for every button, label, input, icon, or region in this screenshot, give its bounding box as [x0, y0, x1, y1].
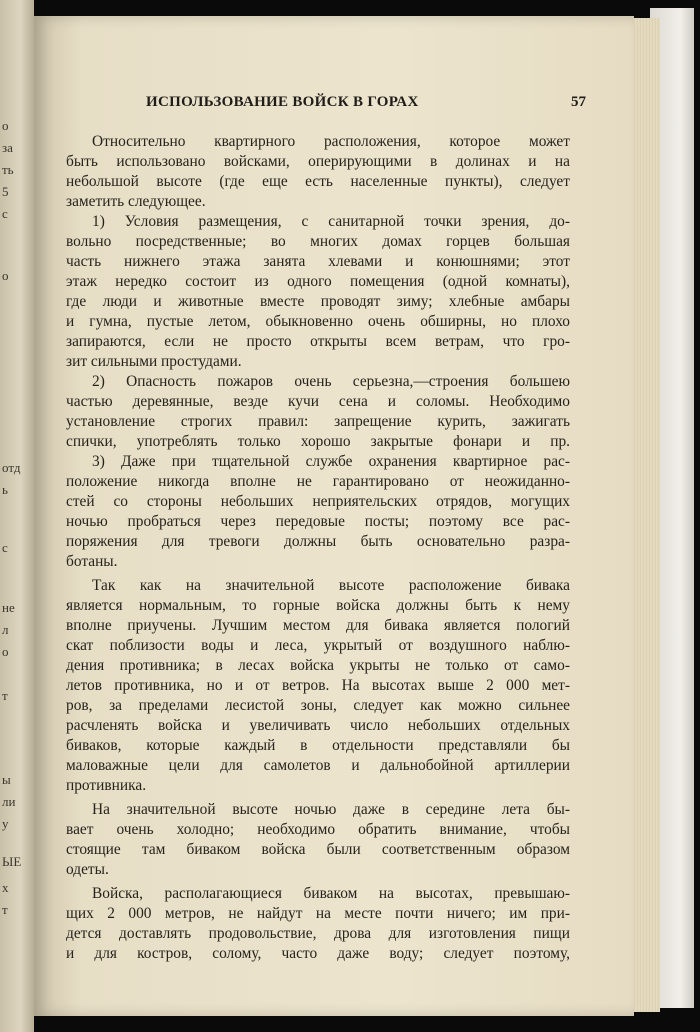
prev-page-fragment: за: [2, 140, 13, 155]
prev-page-fragment: о: [2, 118, 9, 133]
text-line: является нормальным, то горные войска должны быть к нему: [66, 597, 570, 614]
prev-page-fragment: х: [2, 880, 9, 895]
previous-page-edge: [0, 0, 34, 1032]
text-line: где люди и животные вместе проводят зиму; хлебные амбары: [66, 293, 570, 310]
prev-page-fragment: ть: [2, 162, 14, 177]
text-line: На значительной высоте ночью даже в середине лета бы-: [92, 801, 570, 818]
prev-page-fragment: ли: [2, 794, 16, 809]
text-line: дения противника; в лесах войска укрыты не только от само-: [66, 657, 570, 674]
prev-page-fragment: ЫЕ: [2, 854, 22, 869]
prev-page-fragment: л: [2, 622, 9, 637]
text-line: маловажные цели для самолетов и дальнобойной артиллерии: [66, 757, 570, 774]
book-page: [34, 16, 634, 1016]
text-line: часть нижнего этажа занята хлевами и конюшнями; этот: [66, 253, 570, 270]
text-line: щих 2 000 метров, не найдут на месте почти ничего; им при-: [66, 905, 570, 922]
text-line: расчленять войска и увеличивать число небольших отдельных: [66, 717, 570, 734]
text-line: скат поблизости воды и леса, укрытый от воздушного наблю-: [66, 637, 570, 654]
text-line: частью деревянные, везде кучи сена и соломы. Необходимо: [66, 393, 570, 410]
text-line: и гумна, пустые летом, обыкновенно очень обширны, но плохо: [66, 313, 570, 330]
prev-page-fragment: ы: [2, 772, 11, 787]
prev-page-fragment: у: [2, 816, 9, 831]
text-line: 3) Даже при тщательной службе охранения квартирное рас-: [92, 453, 570, 470]
prev-page-fragment: т: [2, 688, 8, 703]
text-line: этаж нередко состоит из одного помещения (одной комнаты),: [66, 273, 570, 290]
text-line: Относительно квартирного расположения, которое может: [92, 133, 570, 150]
text-line: заметить следующее.: [66, 193, 206, 210]
chapter-title: ИСПОЛЬЗОВАНИЕ ВОЙСК В ГОРАХ: [146, 94, 419, 110]
text-line: вает очень холодно; необходимо обратить внимание, чтобы: [66, 821, 570, 838]
prev-page-fragment: о: [2, 644, 9, 659]
text-line: быть использовано войсками, оперирующими в долинах и на: [66, 153, 570, 170]
text-line: небольшой высоте (где еще есть населенные пункты), следует: [66, 173, 570, 190]
text-line: одеты.: [66, 861, 109, 878]
prev-page-fragment: не: [2, 600, 15, 615]
page-number: 57: [571, 94, 586, 110]
prev-page-fragment: с: [2, 540, 8, 555]
prev-page-fragment: о: [2, 268, 9, 283]
prev-page-fragment: 5: [2, 184, 9, 199]
text-line: Войска, располагающиеся биваком на высотах, превышаю-: [92, 885, 570, 902]
text-line: 2) Опасность пожаров очень серьезна,—строения большею: [92, 373, 570, 390]
text-line: ночью пробраться через передовые посты; поэтому все рас-: [66, 513, 570, 530]
text-line: ботаны.: [66, 553, 118, 570]
prev-page-fragment: ь: [2, 482, 8, 497]
text-line: противника.: [66, 777, 147, 794]
text-line: спички, употреблять только хорошо закрытые фонари и пр.: [66, 433, 570, 450]
running-head: [146, 94, 586, 116]
text-line: летов противника, но и от ветров. На высотах выше 2 000 мет-: [66, 677, 570, 694]
text-line: вольно посредственные; во многих домах горцев большая: [66, 233, 570, 250]
text-line: положение никогда вполне не гарантировано от неожиданно-: [66, 473, 570, 490]
text-line: стоящие там биваком войска были соответственным образом: [66, 841, 570, 858]
text-line: Так как на значительной высоте расположение бивака: [92, 577, 570, 594]
text-line: 1) Условия размещения, с санитарной точки зрения, до-: [92, 213, 570, 230]
text-line: биваков, которые каждый в отдельности представляли бы: [66, 737, 570, 754]
prev-page-fragment: т: [2, 902, 8, 917]
prev-page-fragment: отд: [2, 460, 21, 475]
text-line: вполне приучены. Лучшим местом для бивака является пологий: [66, 617, 570, 634]
text-line: дется доставлять продовольствие, дрова для изготовления пищи: [66, 925, 570, 942]
text-line: ров, за пределами лесистой зоны, следует как можно сильнее: [66, 697, 570, 714]
text-line: зит сильными простудами.: [66, 353, 242, 370]
text-line: установление строгих правил: запрещение курить, зажигать: [66, 413, 570, 430]
text-line: стей со стороны небольших неприятельских отрядов, могущих: [66, 493, 570, 510]
text-line: запираются, если не просто открыты всем ветрам, что гро-: [66, 333, 570, 350]
text-line: поряжения для тревоги должны быть основательно разра-: [66, 533, 570, 550]
prev-page-fragment: с: [2, 206, 8, 221]
text-line: и для костров, солому, часто даже воду; следует поэтому,: [66, 945, 570, 962]
page-edges: [630, 18, 660, 1012]
